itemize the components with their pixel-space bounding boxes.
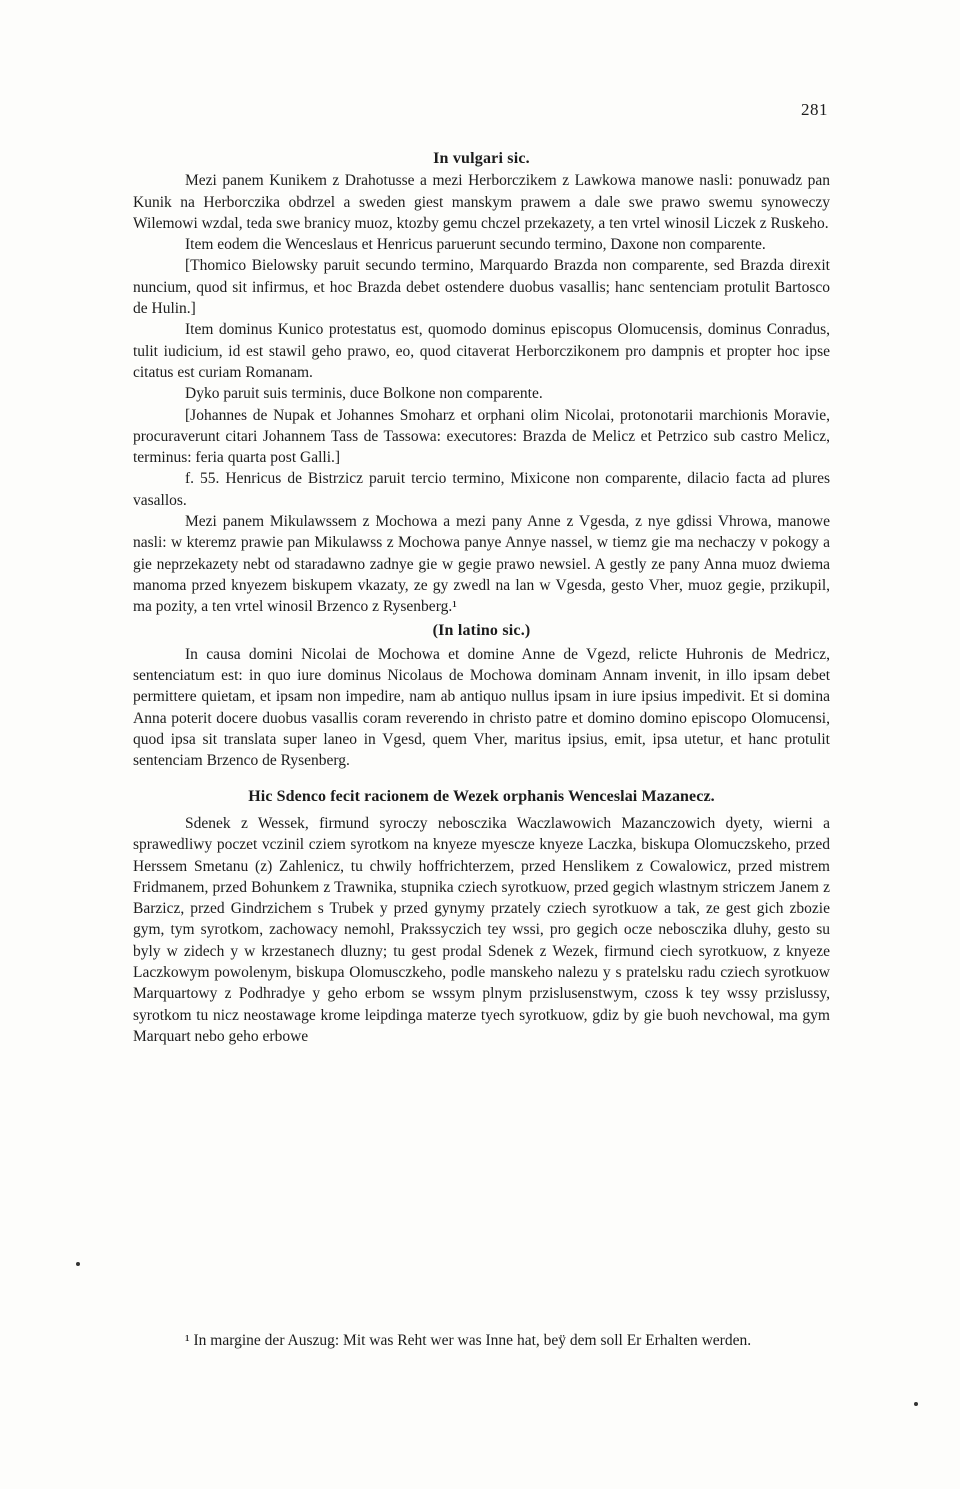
speck-mark: [76, 1262, 80, 1266]
section-heading-latino: (In latino sic.): [432, 621, 531, 639]
paragraph: Dyko paruit suis terminis, duce Bolkone non comparente.: [185, 385, 543, 403]
paragraph: Item eodem die Wenceslaus et Henricus paruerunt secundo termino, Daxone non comparente.: [185, 236, 766, 254]
speck-mark: [914, 1402, 918, 1406]
main-text: [133, 148, 830, 1047]
section-heading-vulgari: In vulgari sic.: [433, 150, 530, 167]
paragraph: Mezi panem Kunikem z Drahotusse a mezi Herborczikem z Lawkowa manowe nasli: ponuwadz pan Kunik na Herborczika obdrzel a sweden giest manskym prawem a dale swe prawo swemu synoweczy Wilemowi wzdal, teda swe branicy muoz, ktozby gemu chczel przekazety, a ten vrtel winosil Liczek z Ruskeho.: [133, 172, 830, 232]
footnote: ¹ In margine der Auszug: Mit was Reht wer was Inne hat, beÿ dem soll Er Erhalten werden.: [185, 1332, 752, 1349]
section-heading-sdenco: Hic Sdenco fecit racionem de Wezek orphanis Wenceslai Mazanecz.: [248, 787, 715, 805]
paragraph: Mezi panem Mikulawssem z Mochowa a mezi pany Anne z Vgesda, z nye gdissi Vhrowa, manowe nasli: w kteremz prawie pan Mikulawss z Mochowa panye Annye nassel, w tiemz gie ma nechaczy v pokogy a gie neprzekazety nebt od staradawno zadnye gie w gegie prawo newsiel. A gestly ze pany Anna muoz dwiema manoma przed knyezem biskupem vkazaty, ze gy zwedl na lan w Vgesda, gesto Vher, muoz gegie, przikupil, ma pozity, a ten vrtel winosil Brzenco z Rysenberg.¹: [133, 513, 830, 616]
paragraph: Sdenek z Wessek, firmund syroczy nebosczika Waczlawowich Mazanczowich dyety, wierni a sprawedliwy poczet vczinil cziem syrotkom na knyeze myescze knyeze Laczka, biskupa Olomuczskeho, przed Herssem Smetanu (z) Zahlenicz, tu chwily hoffrichterzem, przed Henslikem z Cowalowicz, przed mistrem Fridmanem, przed Bohunkem z Trawnika, stupnika cziech syrotkuow, przed gegich wlastnym striczem Janem z Barzicz, przed Gindrzichem s Trubek y przed gynymy przately cziech syrotkuow a tak, ze gest gich zbozie gym, tym syrotkom, zachowacy nemohl, Prakssyczich tey wssi, pro gegich ocze nebosczika dluhy, gesto su byly w zidech y w krzestanech dluzny; tu gest prodal Sdenek z Wezek, firmund ciech syrotkuow, z knyeze Laczkowym powolenym, biskupa Olomusczkeho, podle manskeho nalezu y s pratelsku radu cziech syrotkuow Marquartowy z Podhradye y geho erbom se wssym plnym przislusenstwym, czoss k tey wssy przislussy, syrotkom tu nicz neostawage krome leipdinga materze tyech syrotkuow, gdiz by gie buoh nevchowal, ma gym Marquart nebo geho erbowe: [133, 814, 830, 1045]
page-number: 281: [801, 100, 828, 119]
paragraph: Item dominus Kunico protestatus est, quomodo dominus episcopus Olomucensis, dominus Conradus, tulit iudicium, id est stawil geho prawo, eo, quod citaverat Herborczikonem pro dampnis et propter hoc ipse citatus est curiam Romanam.: [133, 321, 830, 381]
paragraph: [Thomico Bielowsky paruit secundo termino, Marquardo Brazda non comparente, sed Brazda direxit nuncium, quod sit infirmus, et hoc Brazda debet ostendere duobus vasallis; hanc sentenciam protulit Bartosco de Hulin.]: [133, 257, 830, 318]
paragraph: In causa domini Nicolai de Mochowa et domine Anne de Vgezd, relicte Huhronis de Medricz, sentenciatum est: in quo iure dominus Nicolaus de Mochowa dominam Annam invenit, in illo ipsam debet permittere quietam, et ipsam non impedire, nam ab antiquo nullus ipsam in iure ipsius impedivit. Et si domina Anna poterit docere duobus vasallis coram reverendo in christo patre et domino domino episcopo Olomucensi, quod ipsa sit translata super laneo in Vgesd, quem Vher, maritus ipsius, emit, ipsa utetur, et hanc protulit sentenciam Brzenco de Rysenberg.: [133, 645, 830, 770]
paragraph: f. 55. Henricus de Bistrzicz paruit tercio termino, Mixicone non comparente, dilacio facta ad plures vasallos.: [133, 470, 830, 509]
footnotes: [133, 1330, 830, 1351]
paragraph: [Johannes de Nupak et Johannes Smoharz et orphani olim Nicolai, protonotarii marchionis Moravie, procuraverunt citari Johannem Tass de Tassowa: executores: Brazda de Melicz et Petrzico sub castro Melicz, terminus: feria quarta post Galli.]: [133, 406, 830, 467]
